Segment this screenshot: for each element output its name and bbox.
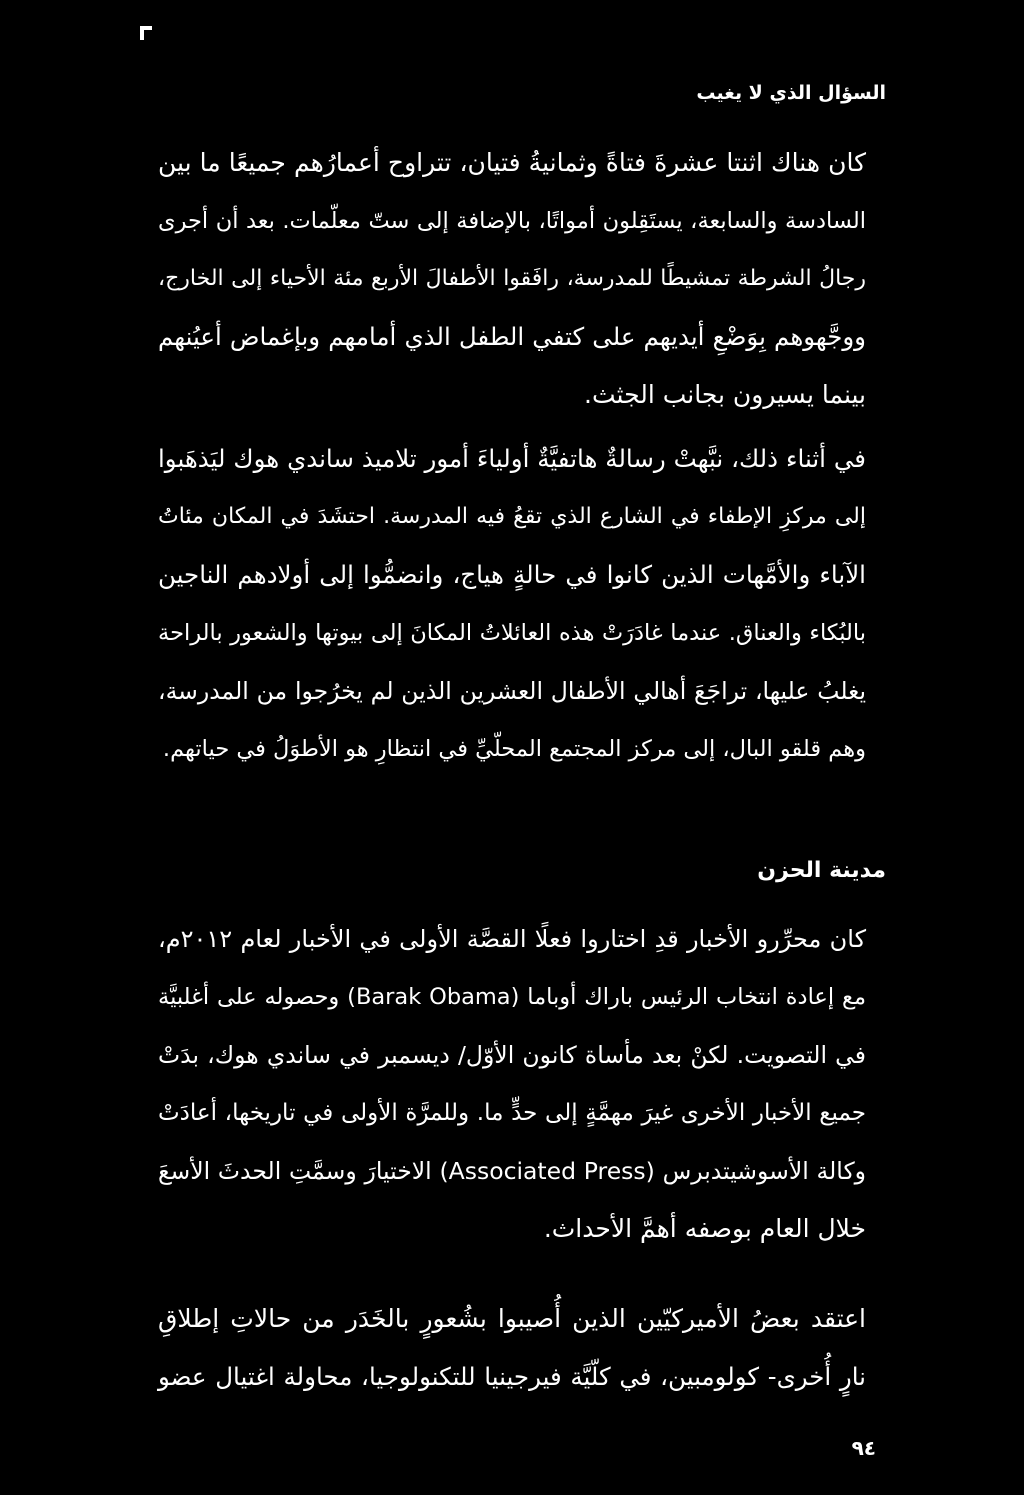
paragraph-4 [158,1290,866,1406]
text-line: بينما يسيرون بجانب الجثث. [584,380,866,409]
section-heading-2: مدينة الحزن [757,858,886,883]
text-line: وكالة الأسوشيتدبرس (Associated Press) الاختيارَ وسمَّتِ الحدثَ الأسعَ [158,1157,867,1185]
text-line: في أثناء ذلك، نبَّهتْ رسالةٌ هاتفيَّةٌ أولياءَ أمور تلاميذ ساندي هوك ليَذهَبوا [158,444,866,473]
text-line: نارٍ أُخرى- كولومبين، في كلّيَّة فيرجينيا للتكنولوجيا، محاولة اغتيال عضو [158,1362,866,1391]
corner-mark-icon [140,26,152,40]
section-heading-1: السؤال الذي لا يغيب [696,82,886,104]
text-line: رجالُ الشرطة تمشيطًا للمدرسة، رافَقوا الأطفالَ الأربع مئة الأحياء إلى الخارج، [158,266,866,291]
text-line: في التصويت. لكنْ بعد مأساة كانون الأوّل/ ديسمبر في ساندي هوك، بدَتْ [158,1041,866,1069]
text-line: مع إعادة انتخاب الرئيس باراك أوباما (Barak Obama) وحصوله على أغلبيَّة [158,984,866,1010]
text-line: وهم قلقو البال، إلى مركز المجتمع المحلّيِّ في انتظارِ هو الأطوَلُ في حياتهم. [162,736,866,762]
text-line: يغلبُ عليها، تراجَعَ أهالي الأطفال العشرين الذين لم يخرُجوا من المدرسة، [158,677,866,705]
text-line: ووجَّهوهم بِوَضْعِ أيديهم على كتفي الطفل الذي أمامهم وبإغماض أعيُنهم [158,322,866,351]
text-line: جميع الأخبار الأخرى غيرَ مهمَّةٍ إلى حدٍّ ما. وللمرَّة الأولى في تاريخها، أعادَتْ [158,1100,866,1126]
page-number: ٩٤ [851,1436,876,1460]
text-line: خلال العام بوصفه أهمَّ الأحداث. [543,1214,866,1243]
text-line: اعتقد بعضُ الأميركيّين الذين أُصيبوا بشُعورٍ بالخَدَر من حالاتِ إطلاقِ [158,1304,866,1333]
text-line: السادسة والسابعة، يستَقِلون أمواتًا، بالإضافة إلى ستّ معلّمات. بعد أن أجرى [158,208,866,234]
text-line: بالبُكاء والعناق. عندما غادَرَتْ هذه العائلاتُ المكانَ إلى بيوتها والشعور بالراحة [158,620,866,646]
text-line: الآباء والأمَّهات الذين كانوا في حالةٍ هياج، وانضمُّوا إلى أولادهم الناجين [158,560,866,589]
text-line: إلى مركزِ الإطفاء في الشارع الذي تقعُ فيه المدرسة. احتشَدَ في المكان مئاتُ [158,504,866,529]
text-line: كان هناك اثنتا عشرةَ فتاةً وثمانيةُ فتيان، تتراوح أعمارُهم جميعًا ما بين [158,148,866,177]
paragraph-1 [158,134,866,424]
paragraph-3 [158,910,866,1258]
paragraph-2 [158,430,866,778]
text-line: كان محرِّرو الأخبار قدِ اختاروا فعلًا القصَّة الأولى في الأخبار لعام ٢٠١٢م، [158,925,866,953]
